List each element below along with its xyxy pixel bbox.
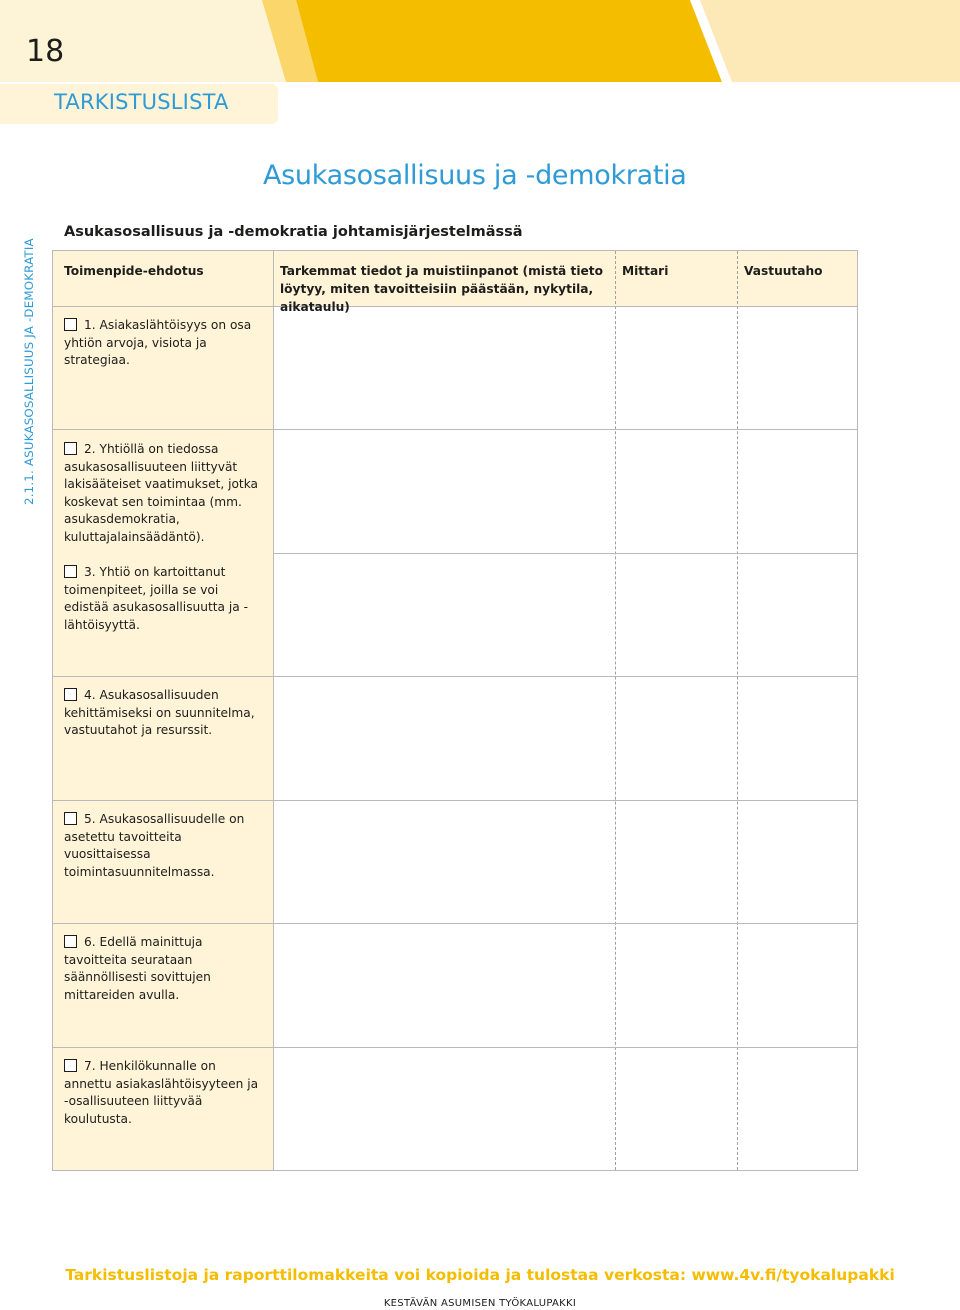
footer-brand: KESTÄVÄN ASUMISEN TYÖKALUPAKKI bbox=[383, 1298, 577, 1309]
column-divider bbox=[615, 251, 616, 1170]
header-banner bbox=[0, 0, 960, 82]
column-header-responsible: Vastuutaho bbox=[744, 264, 823, 278]
checkbox[interactable] bbox=[64, 935, 77, 948]
row-divider bbox=[53, 676, 857, 677]
page-number: 18 bbox=[26, 34, 65, 69]
column-header-details: Tarkemmat tiedot ja muistiinpanot (mistä tieto löytyy, miten tavoitteisiin päästään, nykytila, aikataulu) bbox=[280, 264, 603, 314]
column-header-metric: Mittari bbox=[622, 264, 669, 278]
column-divider bbox=[273, 251, 274, 1170]
section-tab-label: TARKISTUSLISTA bbox=[54, 90, 229, 114]
item-text: 2. Yhtiöllä on tiedossa asukasosallisuuteen liittyvät lakisääteiset vaatimukset, jotka koskevat sen toimintaa (mm. asukasdemokratia, kuluttajalainsäädäntö). bbox=[64, 442, 259, 544]
checklist-item-5 bbox=[64, 811, 264, 881]
item-text: 6. Edellä mainittuja tavoitteita seurataan säännöllisesti sovittujen mittareiden avulla. bbox=[64, 935, 211, 1002]
footer-download-link[interactable]: Tarkistuslistoja ja raporttilomakkeita voi kopioida ja tulostaa verkosta: www.4v.fi/tyokalupakki bbox=[65, 1266, 895, 1284]
checkbox[interactable] bbox=[64, 688, 77, 701]
row-divider bbox=[53, 923, 857, 924]
row-divider bbox=[273, 553, 857, 554]
checkbox[interactable] bbox=[64, 812, 77, 825]
checkbox[interactable] bbox=[64, 1059, 77, 1072]
item-text: 4. Asukasosallisuuden kehittämiseksi on suunnitelma, vastuutahot ja resurssit. bbox=[64, 688, 255, 738]
checklist-table bbox=[52, 250, 858, 1171]
checklist-item-6 bbox=[64, 934, 264, 1004]
column-header-action: Toimenpide-ehdotus bbox=[64, 264, 204, 278]
checkbox[interactable] bbox=[64, 318, 77, 331]
page-title: Asukasosallisuus ja -demokratia bbox=[263, 160, 687, 191]
checkbox[interactable] bbox=[64, 565, 77, 578]
item-text: 7. Henkilökunnalle on annettu asiakaslähtöisyyteen ja -osallisuuteen liittyvää koulutusta. bbox=[64, 1059, 259, 1126]
checklist-item-2 bbox=[64, 441, 264, 547]
checklist-item-4 bbox=[64, 687, 264, 740]
section-heading: Asukasosallisuus ja -demokratia johtamisjärjestelmässä bbox=[64, 224, 523, 240]
checklist-item-7 bbox=[64, 1058, 264, 1128]
checklist-item-1 bbox=[64, 317, 264, 370]
row-divider bbox=[53, 429, 857, 430]
checkbox[interactable] bbox=[64, 442, 77, 455]
row-divider bbox=[53, 1047, 857, 1048]
item-text: 3. Yhtiö on kartoittanut toimenpiteet, joilla se voi edistää asukasosallisuutta ja -lähtöisyyttä. bbox=[64, 565, 249, 632]
row-divider bbox=[53, 800, 857, 801]
item-text: 5. Asukasosallisuudelle on asetettu tavoitteita vuosittaisessa toimintasuunnitelmassa. bbox=[64, 812, 245, 879]
column-divider bbox=[737, 251, 738, 1170]
checklist-item-3 bbox=[64, 564, 264, 634]
side-section-label: 2.1.1. ASUKASOSALLISUUS JA -DEMOKRATIA bbox=[22, 238, 36, 505]
item-text: 1. Asiakaslähtöisyys on osa yhtiön arvoja, visiota ja strategiaa. bbox=[64, 318, 252, 368]
